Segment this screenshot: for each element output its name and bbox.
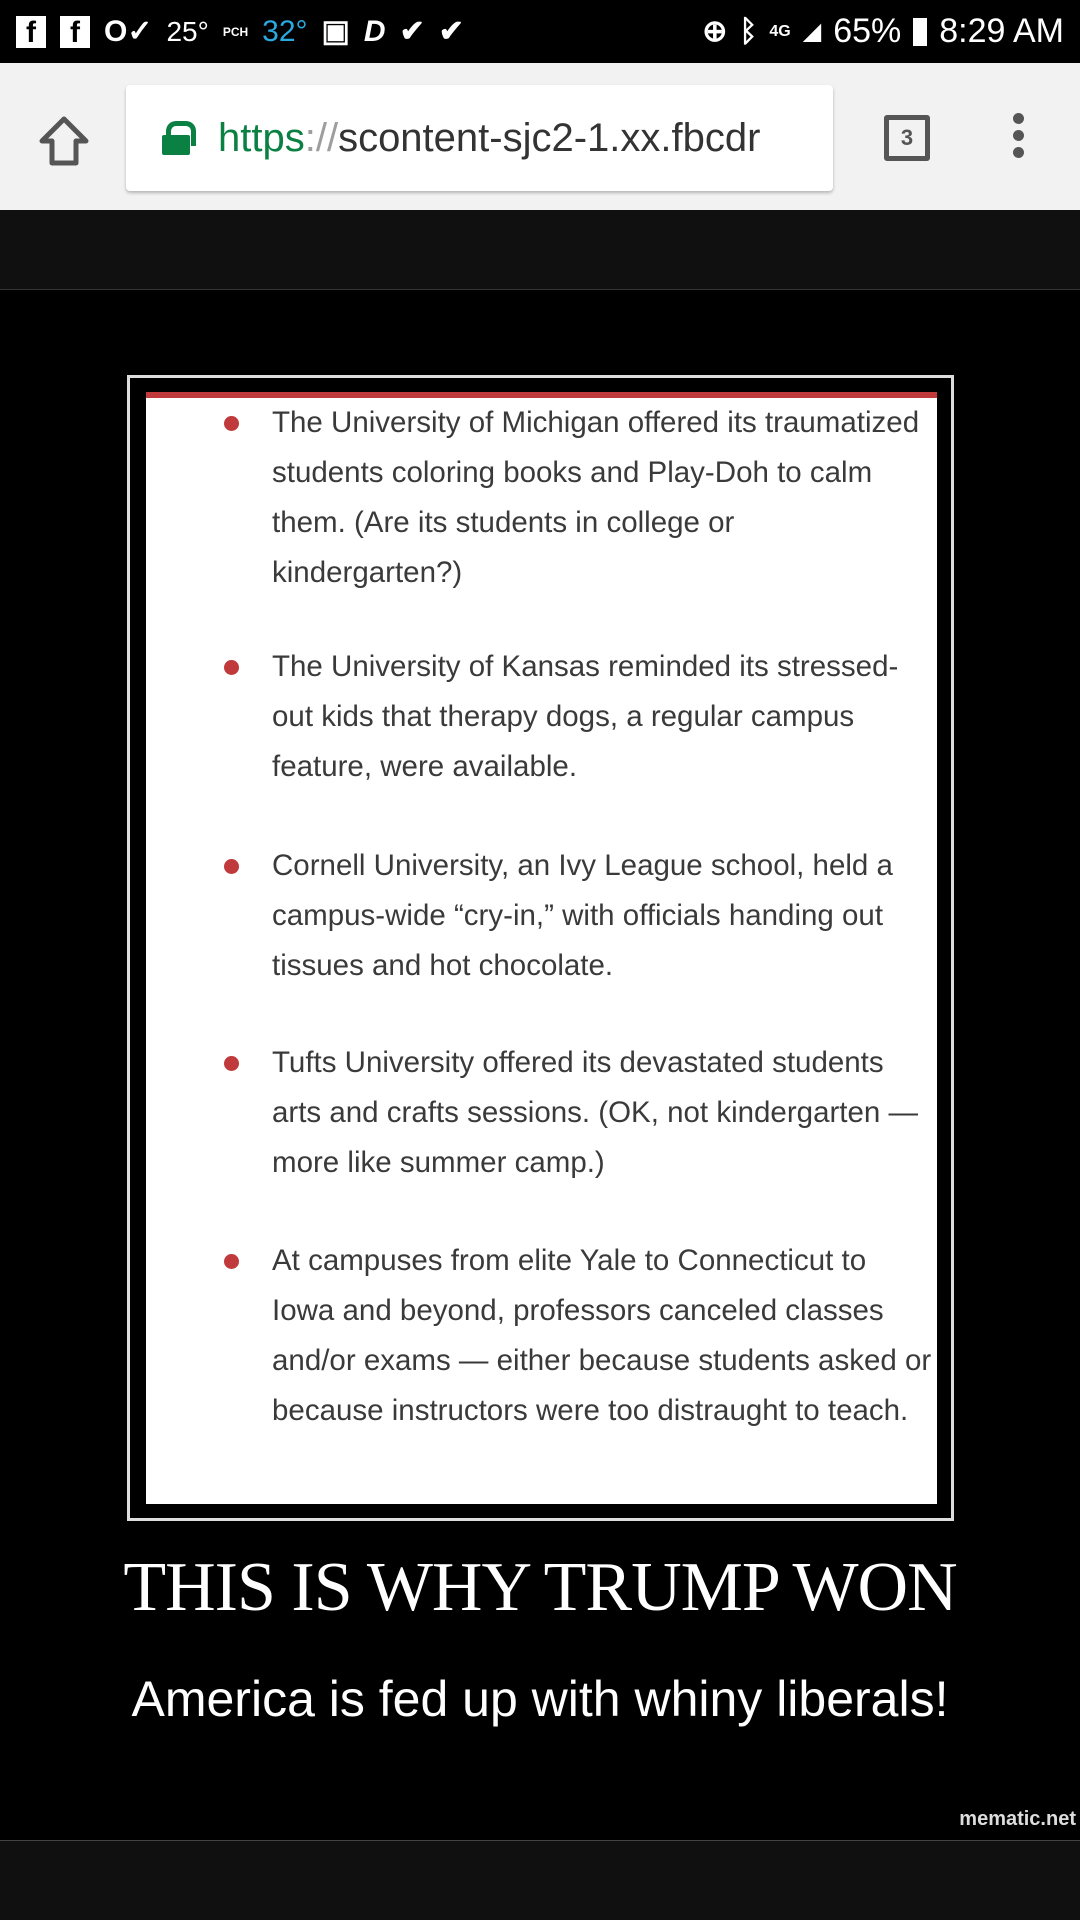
- list-item: [272, 841, 932, 991]
- list-item-text: Tufts University offered its devastated students arts and crafts sessions. (OK, not kindergarten — more like summer camp.): [272, 1046, 919, 1179]
- bullet-icon: [224, 416, 239, 431]
- battery-icon: [913, 18, 927, 46]
- status-bar: [0, 0, 1080, 63]
- pch-icon: PCH: [222, 24, 249, 39]
- bluetooth-icon: ᛒ: [739, 14, 758, 48]
- tab-switcher-button[interactable]: 3: [884, 115, 930, 161]
- network-type: 4G: [769, 22, 791, 40]
- d-app-icon: D: [363, 14, 386, 48]
- bullet-icon: [224, 859, 239, 874]
- list-item-text: At campuses from elite Yale to Connecticut to Iowa and beyond, professors canceled classes and/or exams — either because students asked or because instructors were too distraught to teach.: [272, 1244, 932, 1427]
- facebook-icon: f: [16, 16, 46, 48]
- url-scheme: https: [218, 115, 305, 160]
- browser-toolbar: [0, 63, 1080, 210]
- list-item: [272, 642, 932, 792]
- list-item: [272, 1236, 932, 1436]
- list-item-text: The University of Michigan offered its traumatized students coloring books and Play-Doh to calm them. (Are its students in college or kindergarten?): [272, 406, 920, 589]
- clock: 8:29 AM: [939, 12, 1064, 50]
- meme-text-card: [146, 392, 937, 1504]
- weather-temp: 25°: [166, 15, 209, 47]
- list-item-text: Cornell University, an Ivy League school, held a campus-wide “cry-in,” with officials handing out tissues and hot chocolate.: [272, 849, 893, 982]
- viewer-footer: [0, 1840, 1080, 1920]
- list-item-text: The University of Kansas reminded its stressed-out kids that therapy dogs, a regular campus feature, were available.: [272, 650, 899, 783]
- outlook-icon: O✓: [104, 15, 153, 48]
- facebook-icon: f: [60, 16, 90, 48]
- signal-icon: ◢: [802, 18, 822, 45]
- bullet-icon: [224, 1254, 239, 1269]
- meme-title: THIS IS WHY TRUMP WON: [123, 1549, 957, 1626]
- check-icon: ✔: [399, 15, 425, 48]
- list-item: [272, 398, 932, 598]
- lock-icon: [162, 121, 190, 155]
- image-icon: ▣: [321, 15, 350, 48]
- battery-percent: 65%: [833, 12, 902, 50]
- bullet-icon: [224, 660, 239, 675]
- url-separator: ://: [304, 115, 339, 160]
- check-icon: ✔: [438, 15, 464, 48]
- viewer-header: [0, 210, 1080, 290]
- bullet-icon: [224, 1056, 239, 1071]
- url-bar[interactable]: [126, 85, 833, 191]
- url-host: scontent-sjc2-1.xx.fbcdr: [338, 115, 761, 160]
- home-icon[interactable]: [36, 113, 92, 169]
- list-item: [272, 1038, 932, 1188]
- weather-temp-2: 32°: [262, 14, 308, 48]
- watermark: mematic.net: [959, 1808, 1076, 1830]
- overflow-menu-icon[interactable]: [1006, 113, 1030, 163]
- meme-subtitle: America is fed up with whiny liberals!: [131, 1671, 949, 1727]
- data-saver-icon: ⊕: [702, 15, 728, 48]
